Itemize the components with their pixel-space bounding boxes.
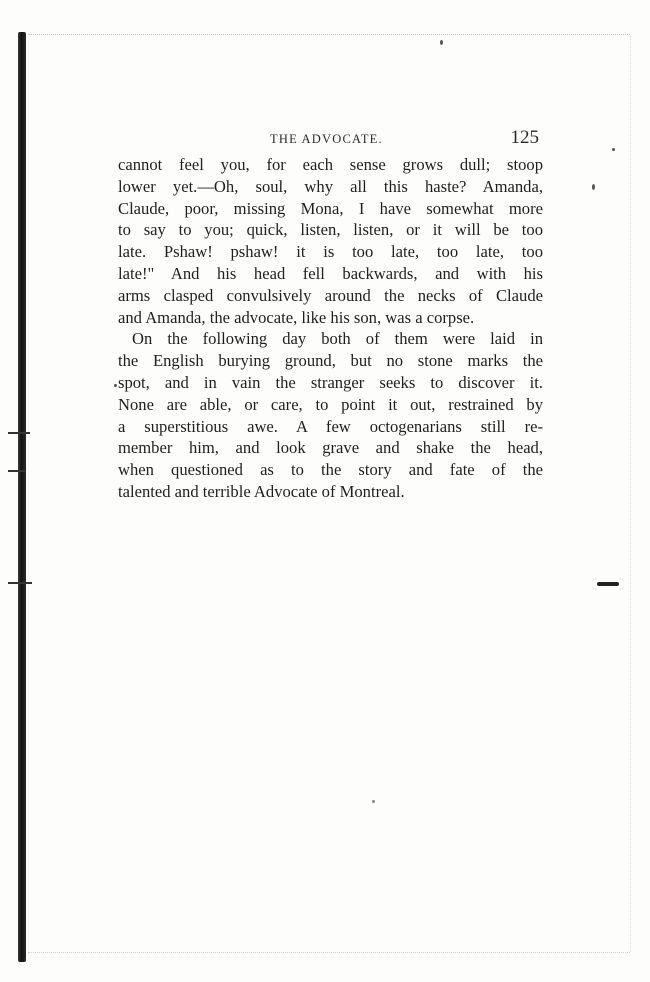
text-line: Claude, poor, missing Mona, I have somewhat more [118, 198, 543, 218]
page-top-edge [28, 34, 630, 36]
ink-speck [114, 384, 117, 387]
page-right-edge [630, 36, 632, 952]
text-line: lower yet.—Oh, soul, why all this haste? Amanda, [118, 176, 543, 196]
text-line: talented and terrible Advocate of Montreal. [118, 481, 405, 501]
text-line: the English burying ground, but no stone marks the [118, 351, 543, 371]
text-line: member him, and look grave and shake the head, [118, 438, 543, 458]
text-line: cannot feel you, for each sense grows dull; stoop [118, 155, 543, 174]
text-line: late!" And his head fell backwards, and with his [118, 263, 543, 283]
ink-speck [440, 40, 443, 45]
running-head: THE ADVOCATE. [270, 132, 383, 146]
text-line: to say to you; quick, listen, listen, or it will be too [118, 220, 543, 240]
gutter-mark [8, 470, 26, 472]
text-line: arms clasped convulsively around the necks of Claude [118, 285, 543, 305]
text-line: a superstitious awe. A few octogenarians still re- [118, 416, 543, 436]
body-text [118, 154, 543, 503]
text-line: None are able, or care, to point it out, restrained by [118, 394, 543, 414]
text-line: and Amanda, the advocate, like his son, was a corpse. [118, 307, 475, 327]
ink-speck [592, 184, 595, 190]
gutter-mark [8, 582, 32, 584]
text-line: when questioned as to the story and fate of the [118, 460, 543, 480]
text-line: spot, and in vain the stranger seeks to discover it. [118, 372, 543, 392]
page-number: 125 [510, 127, 539, 148]
ink-smudge [597, 582, 619, 586]
text-line: late. Pshaw! pshaw! it is too late, too late, too [118, 242, 543, 262]
ink-speck [372, 800, 375, 803]
ink-speck [612, 148, 615, 151]
paragraph-first-line: On the following day both of them were laid in [132, 329, 543, 349]
page-header [118, 129, 543, 153]
gutter-mark [8, 432, 30, 434]
page-bottom-edge [28, 952, 630, 954]
binding-gutter [18, 32, 26, 962]
